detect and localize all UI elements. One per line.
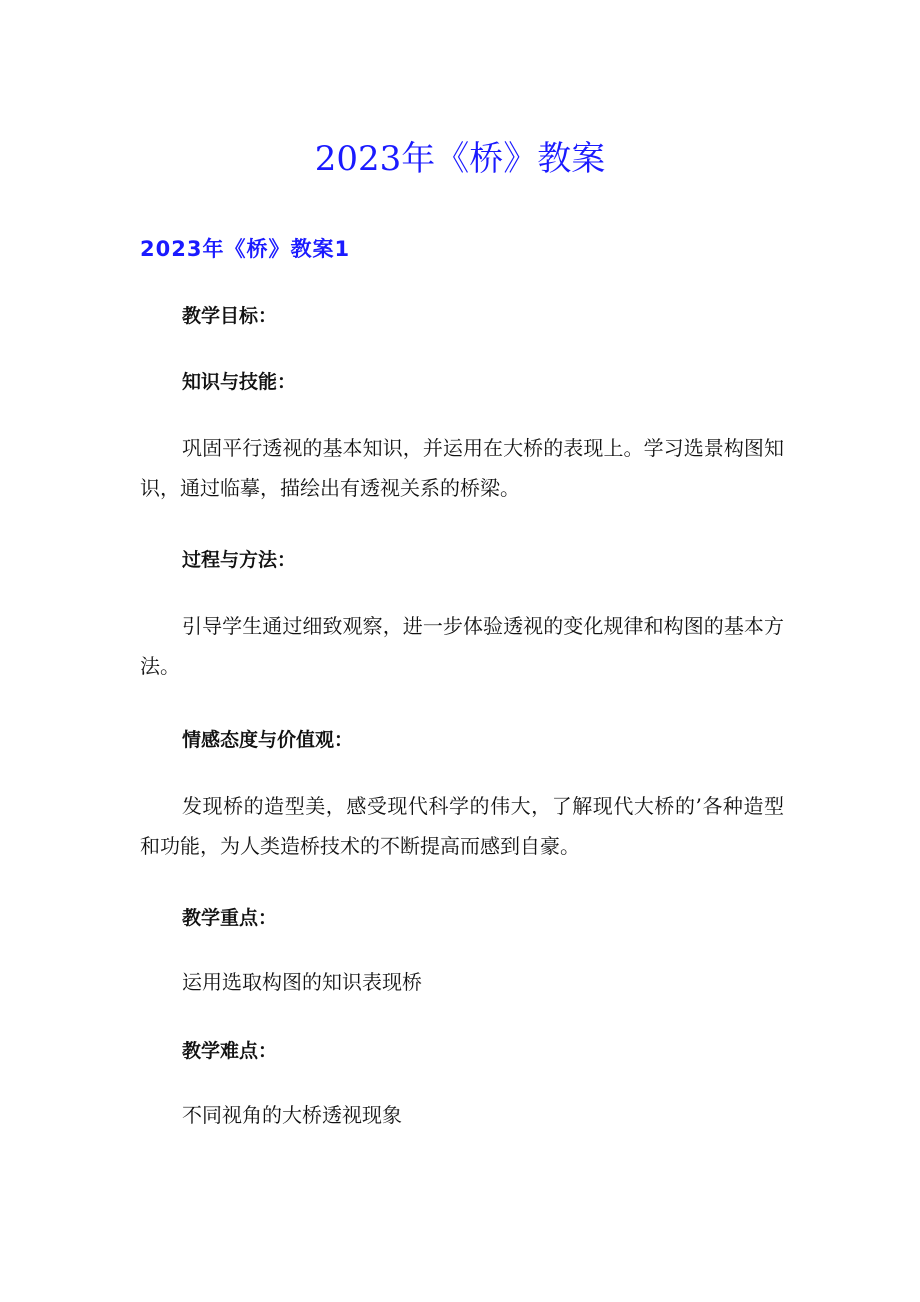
process-label: 过程与方法： — [182, 549, 297, 571]
knowledge-label: 知识与技能： — [182, 371, 297, 393]
objectives-label: 教学目标： — [182, 305, 278, 327]
key-points-label: 教学重点： — [182, 907, 278, 929]
process-paragraph: 引导学生通过细致观察，进一步体验透视的变化规律和构图的基本方法。 — [140, 614, 784, 678]
emotion-label: 情感态度与价值观： — [182, 729, 354, 751]
document-title: 2023年《桥》教案 — [314, 139, 606, 179]
knowledge-paragraph: 巩固平行透视的基本知识，并运用在大桥的表现上。学习选景构图知识，通过临摹，描绘出有透视关系的桥梁。 — [140, 436, 784, 500]
difficulties-text: 不同视角的大桥透视现象 — [182, 1103, 402, 1127]
difficulties-label: 教学难点： — [182, 1040, 278, 1062]
emotion-paragraph: 发现桥的造型美，感受现代科学的伟大，了解现代大桥的’各种造型和功能，为人类造桥技术的不断提高而感到自豪。 — [140, 794, 784, 858]
key-points-text: 运用选取构图的知识表现桥 — [182, 970, 422, 994]
section-heading: 2023年《桥》教案1 — [140, 237, 351, 261]
